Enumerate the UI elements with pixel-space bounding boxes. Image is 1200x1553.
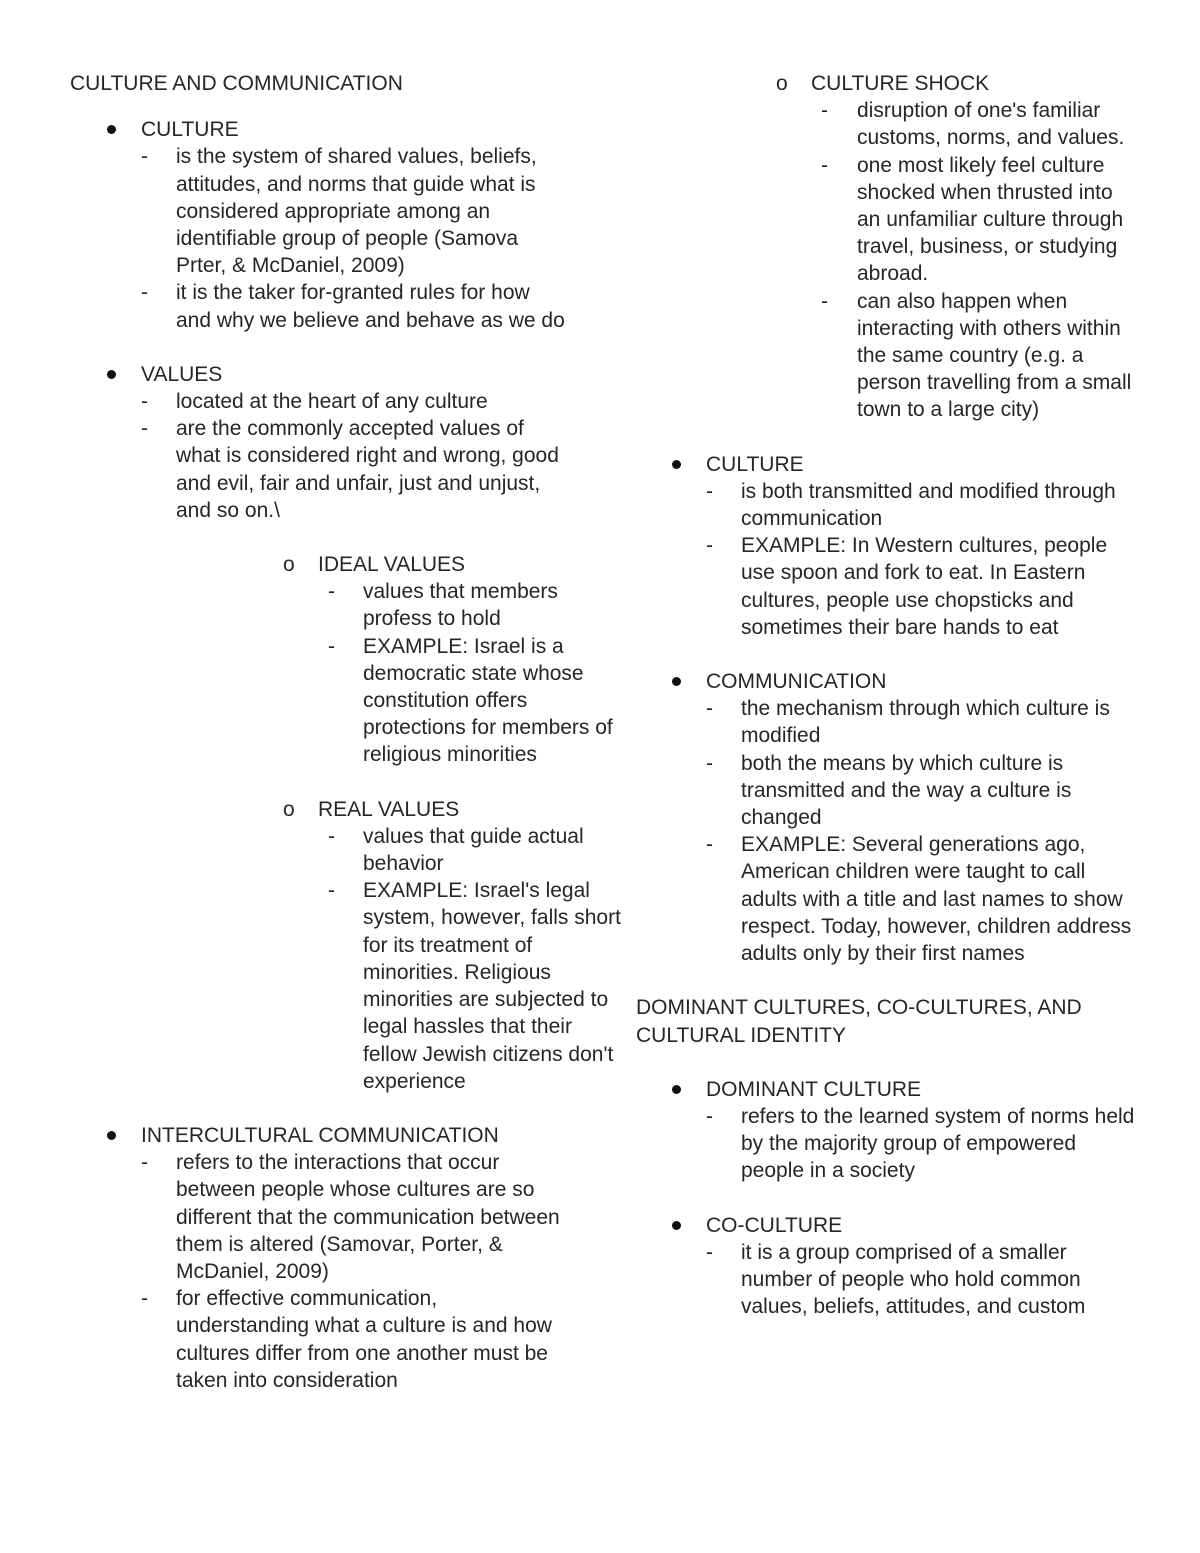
bullet-icon (672, 1085, 681, 1094)
dash-icon: - (706, 479, 713, 503)
list-item: - values that guide actual behavior (328, 824, 584, 876)
dash-icon: - (328, 879, 335, 903)
dash-icon: - (706, 751, 713, 775)
list-item: - EXAMPLE: Israel's legal system, however, falls short for its treatment of minorities. Religious minorities are subjected to legal hassles that their fellow Jewish citizens don't experience (328, 879, 621, 1093)
list-item: - EXAMPLE: Israel is a democratic state whose constitution offers protections for members of religious minorities (328, 634, 613, 767)
dash-icon: - (706, 1104, 713, 1128)
culture-section (70, 116, 600, 334)
list-item: - disruption of one's familiar customs, norms, and values. (821, 99, 1125, 150)
right-column (636, 70, 1176, 1320)
document-title: CULTURE AND COMMUNICATION (70, 72, 403, 95)
list-item: - for effective communication, understanding what a culture is and how cultures differ from one another must be taken into consideration (141, 1287, 552, 1392)
left-column (70, 70, 621, 1394)
list-item: - it is the taker for-granted rules for how and why we believe and behave as we do (141, 281, 565, 332)
dash-icon: - (328, 634, 335, 658)
circle-bullet-icon: o (283, 797, 295, 821)
dash-icon: - (141, 390, 148, 414)
dash-icon: - (821, 99, 828, 123)
list-item: - one most likely feel culture shocked when thrusted into an unfamiliar culture through travel, business, or studying abroad. (821, 153, 1124, 286)
communication-section (636, 668, 1176, 967)
dash-icon: - (141, 145, 148, 169)
dash-icon: - (141, 417, 148, 441)
intercultural-section (70, 1122, 600, 1394)
list-item: - can also happen when interacting with others within the same country (e.g. a person travelling from a small town to a large city) (821, 289, 1132, 422)
culture-label: CULTURE (141, 118, 239, 142)
real-values-section (247, 796, 621, 1095)
list-item: - refers to the interactions that occur between people whose cultures are so different that the communication between them is altered (Samovar, Porter, & McDaniel, 2009) (141, 1151, 560, 1283)
bullet-icon (107, 1131, 116, 1140)
culture-transmission-label: CULTURE (706, 452, 804, 476)
intercultural-label: INTERCULTURAL COMMUNICATION (141, 1123, 499, 1147)
bullet-icon (672, 460, 681, 469)
dash-icon: - (141, 1287, 148, 1311)
culture-shock-label: CULTURE SHOCK (811, 72, 990, 95)
list-item: - values that members profess to hold (328, 580, 558, 631)
bullet-icon (672, 677, 681, 686)
real-values-label: REAL VALUES (318, 797, 460, 821)
list-item: - the mechanism through which culture is modified (706, 697, 1110, 748)
dash-icon: - (821, 289, 828, 313)
bullet-icon (672, 1221, 681, 1230)
ideal-values-section (247, 551, 613, 769)
co-culture-label: CO-CULTURE (706, 1213, 843, 1237)
dash-icon: - (141, 281, 148, 305)
dash-icon: - (706, 697, 713, 721)
dominant-culture-section (636, 1076, 1176, 1185)
dash-icon: - (821, 153, 828, 177)
list-item: - EXAMPLE: Several generations ago, American children were taught to call adults with a title and last names to show respect. Today, however, children address adults only by their first names (706, 833, 1132, 966)
list-item: - are the commonly accepted values of what is considered right and wrong, good and evil, fair and unfair, just and unjust, and so on.\ (141, 417, 559, 522)
dash-icon: - (141, 1151, 148, 1175)
section-heading: DOMINANT CULTURES, CO-CULTURES, AND CULTURAL IDENTITY (636, 996, 1082, 1047)
co-culture-section (636, 1212, 1176, 1321)
values-section (70, 361, 621, 1095)
list-item: - EXAMPLE: In Western cultures, people use spoon and fork to eat. In Eastern cultures, people use chopsticks and sometimes their bare hands to eat (706, 534, 1108, 639)
bullet-icon (107, 125, 116, 134)
dash-icon: - (706, 1240, 713, 1264)
culture-transmission-section (636, 451, 1176, 641)
list-item: - is both transmitted and modified through communication (706, 479, 1116, 531)
list-item: - refers to the learned system of norms held by the majority group of empowered people in a society (706, 1104, 1135, 1183)
bullet-icon (107, 370, 116, 379)
dash-icon: - (328, 824, 335, 848)
list-item: - it is a group comprised of a smaller number of people who hold common values, beliefs, attitudes, and custom (706, 1240, 1086, 1319)
dash-icon: - (328, 580, 335, 604)
dash-icon: - (706, 534, 713, 558)
list-item: - both the means by which culture is transmitted and the way a culture is changed (706, 751, 1072, 830)
dominant-culture-label: DOMINANT CULTURE (706, 1077, 922, 1101)
list-item: - is the system of shared values, beliefs, attitudes, and norms that guide what is considered appropriate among an identifiable group of people (Samova Prter, & McDaniel, 2009) (141, 145, 537, 278)
list-item: - located at the heart of any culture (141, 388, 566, 415)
values-label: VALUES (141, 362, 223, 386)
circle-bullet-icon: o (283, 553, 295, 577)
communication-label: COMMUNICATION (706, 670, 887, 694)
culture-shock-section (776, 70, 1176, 424)
ideal-values-label: IDEAL VALUES (318, 553, 466, 577)
circle-bullet-icon: o (776, 72, 788, 95)
dash-icon: - (706, 833, 713, 857)
